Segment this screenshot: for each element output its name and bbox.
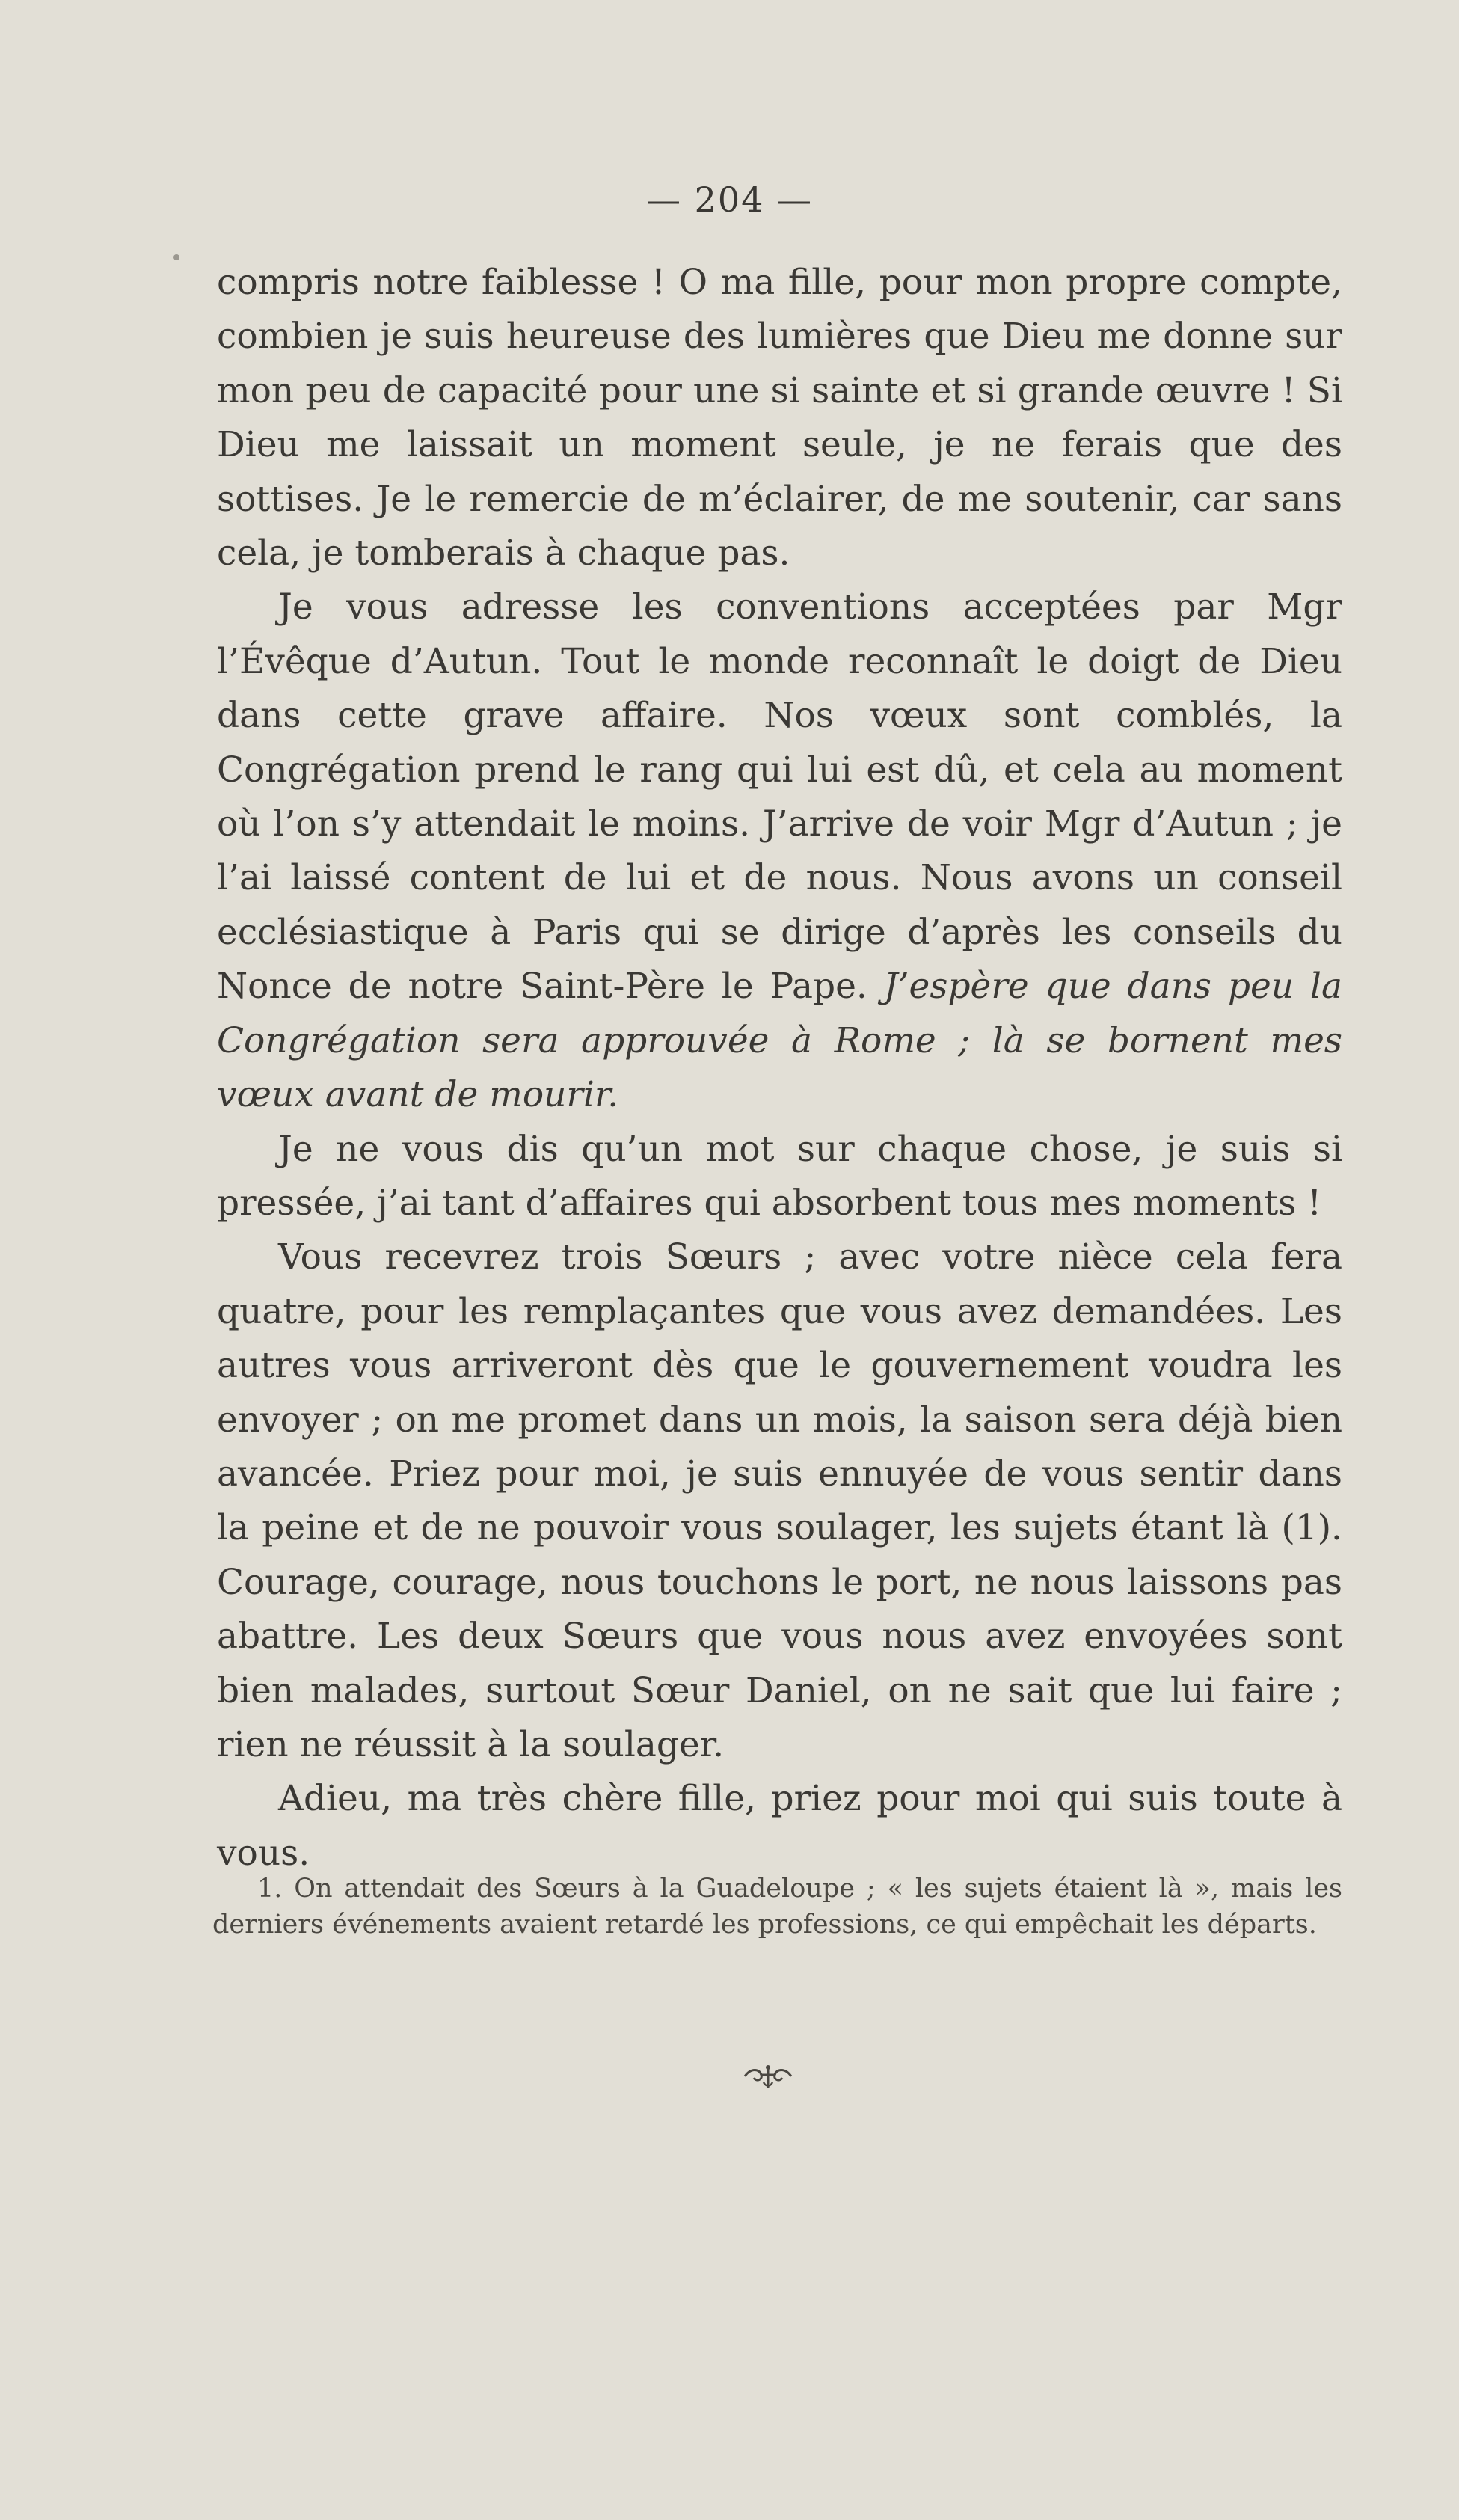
paragraph-1: compris notre faiblesse ! O ma fille, pour mon propre compte, combien je suis heureuse des lumières que Dieu me donne sur mon peu de capacité pour une si sainte et si grande œuvre ! Si Dieu me laissait un moment seule, je ne ferais que des sottises. Je le remercie de m’éclairer, de me soutenir, car sans cela, je tomberais à chaque pas. [217, 262, 1342, 574]
letter-body [217, 256, 1342, 1880]
paragraph-5: Adieu, ma très chère fille, priez pour moi qui suis toute à vous. [217, 1778, 1342, 1874]
page-number: — 204 — [645, 180, 814, 220]
fleuron-icon [740, 2063, 796, 2093]
paper-speck [173, 254, 179, 260]
paragraph-2 [217, 580, 1342, 1122]
paragraph-2-text: Je vous adresse les conventions acceptées par Mgr l’Évêque d’Autun. Tout le monde reconnaît le doigt de Dieu dans cette grave affaire. Nos vœux sont comblés, la Congrégation prend le rang qui lui est dû, et cela au moment où l’on s’y attendait le moins. J’arrive de voir Mgr d’Autun ; je l’ai laissé content de lui et de nous. Nous avons un conseil ecclésiastique à Paris qui se dirige d’après les conseils du Nonce de notre Saint-Père le Pape. [217, 586, 1342, 1008]
footnote-text: 1. On attendait des Sœurs à la Guadeloupe ; « les sujets étaient là », mais les derniers événements avaient retardé les professions, ce qui empêchait les départs. [212, 1874, 1342, 1940]
paragraph-2-italic: J’espère que dans peu la Congrégation sera approuvée à Rome ; là se bornent mes vœux avant de mourir. [217, 966, 1342, 1116]
footnote [212, 1871, 1342, 1943]
paragraph-3: Je ne vous dis qu’un mot sur chaque chose, je suis si pressée, j’ai tant d’affaires qui absorbent tous mes moments ! [217, 1128, 1342, 1224]
paragraph-4: Vous recevrez trois Sœurs ; avec votre nièce cela fera quatre, pour les remplaçantes que vous avez demandées. Les autres vous arriveront dès que le gouvernement voudra les envoyer ; on me promet dans un mois, la saison sera déjà bien avancée. Priez pour moi, je suis ennuyée de vous sentir dans la peine et de ne pouvoir vous soulager, les sujets étant là (1). Courage, courage, nous touchons le port, ne nous laissons pas abattre. Les deux Sœurs que vous nous avez envoyées sont bien malades, surtout Sœur Daniel, on ne sait que lui faire ; rien ne réussit à la soulager. [217, 1236, 1342, 1765]
